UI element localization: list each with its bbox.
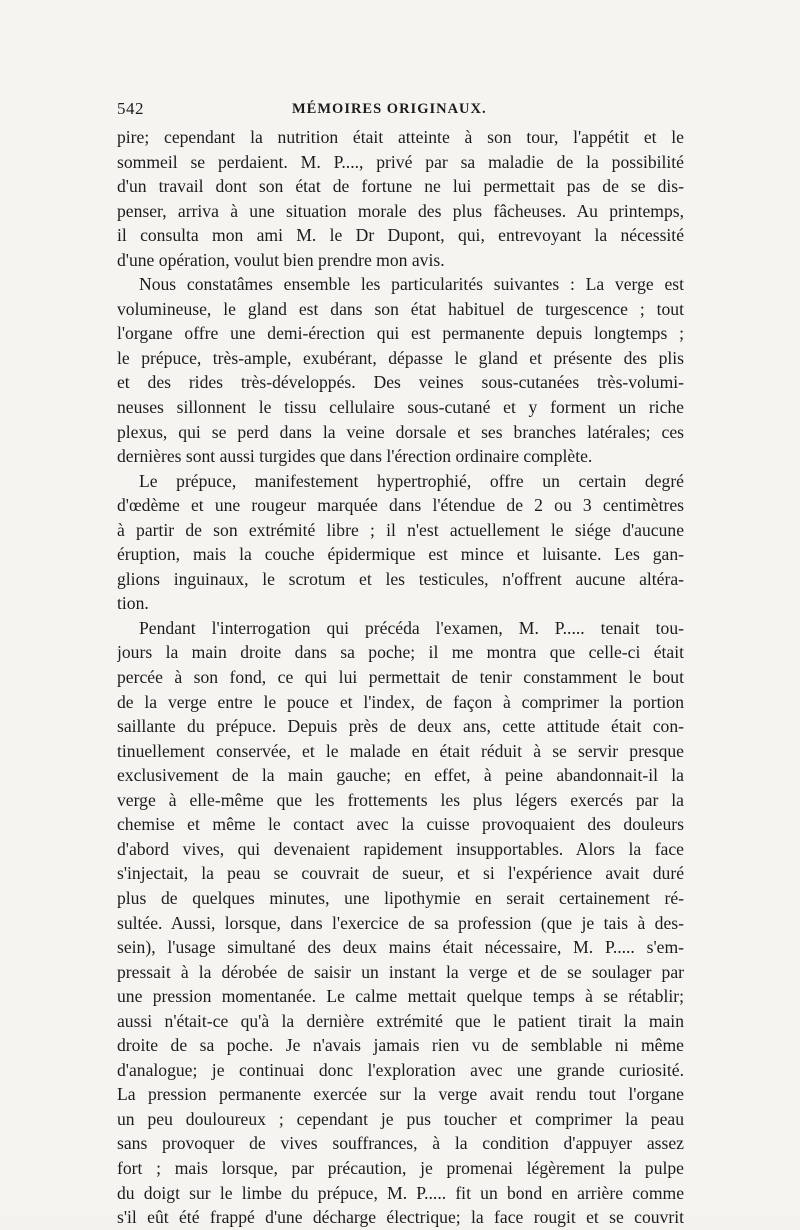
text-line: dernières sont aussi turgides que dans l'érection ordinaire complète. <box>117 446 593 467</box>
text-line: sans provoquer de vives souffrances, à la condition d'appuyer assez <box>117 1133 684 1154</box>
text-line: d'analogue; je continuai donc l'exploration avec une grande curiosité. <box>117 1059 684 1080</box>
page-number: 542 <box>117 99 144 118</box>
text-line: éruption, mais la couche épidermique est mince et luisante. Les gan- <box>117 544 684 565</box>
text-line: verge à elle-même que les frottements les plus légers exercés par la <box>117 789 684 810</box>
text-line: tion. <box>117 593 149 614</box>
text-line: sommeil se perdaient. M. P...., privé par sa maladie de la possibilité <box>117 151 684 172</box>
text-line: tinuellement conservée, et le malade en était réduit à se servir presque <box>117 740 684 761</box>
running-head <box>117 99 683 123</box>
text-line: fort ; mais lorsque, par précaution, je promenai légèrement la pulpe <box>117 1157 684 1178</box>
text-line: d'une opération, voulut bien prendre mon avis. <box>117 249 445 270</box>
text-line: s'injectait, la peau se couvrait de sueur, et si l'expérience avait duré <box>117 863 684 884</box>
text-line: d'abord vives, qui devenaient rapidement insupportables. Alors la face <box>117 838 684 859</box>
text-line: La pression permanente exercée sur la verge avait rendu tout l'organe <box>117 1084 684 1105</box>
text-line: aussi n'était-ce qu'à la dernière extrémité que le patient tirait la main <box>117 1010 684 1031</box>
text-line: il consulta mon ami M. le Dr Dupont, qui, entrevoyant la nécessité <box>117 225 684 246</box>
text-line: droite de sa poche. Je n'avais jamais rien vu de semblable ni même <box>117 1035 684 1056</box>
text-line: chemise et même le contact avec la cuisse provoquaient des douleurs <box>117 814 684 835</box>
text-line: s'il eût été frappé d'une décharge électrique; la face rougit et se couvrit <box>117 1207 684 1228</box>
text-line: pire; cependant la nutrition était atteinte à son tour, l'appétit et le <box>117 127 684 147</box>
text-line: penser, arriva à une situation morale des plus fâcheuses. Au printemps, <box>117 200 684 221</box>
text-line: du doigt sur le limbe du prépuce, M. P..... fit un bond en arrière comme <box>117 1182 684 1203</box>
body-text <box>117 125 684 1230</box>
text-line: le prépuce, très-ample, exubérant, dépasse le gland et présente des plis <box>117 347 684 368</box>
text-line: un peu douloureux ; cependant je pus toucher et comprimer la peau <box>117 1108 684 1129</box>
text-line: sein), l'usage simultané des deux mains était nécessaire, M. P..... s'em- <box>117 937 684 958</box>
text-line: percée à son fond, ce qui lui permettait de tenir constamment le bout <box>117 667 684 688</box>
text-line: de la verge entre le pouce et l'index, de façon à comprimer la portion <box>117 691 684 712</box>
text-line: d'œdème et une rougeur marquée dans l'étendue de 2 ou 3 centimètres <box>117 495 684 516</box>
text-line: Pendant l'interrogation qui précéda l'examen, M. P..... tenait tou- <box>139 617 684 638</box>
text-line: Le prépuce, manifestement hypertrophié, offre un certain degré <box>139 470 684 491</box>
text-line: neuses sillonnent le tissu cellulaire sous-cutané et y forment un riche <box>117 397 684 418</box>
text-line: glions inguinaux, le scrotum et les testicules, n'offrent aucune altéra- <box>117 568 684 589</box>
text-line: l'organe offre une demi-érection qui est permanente depuis longtemps ; <box>117 323 684 344</box>
text-line: saillante du prépuce. Depuis près de deux ans, cette attitude était con- <box>117 716 684 737</box>
text-line: volumineuse, le gland est dans son état habituel de turgescence ; tout <box>117 298 684 319</box>
text-line: une pression momentanée. Le calme mettait quelque temps à se rétablir; <box>117 986 684 1007</box>
text-line: jours la main droite dans sa poche; il me montra que celle-ci était <box>117 642 684 663</box>
text-line: d'un travail dont son état de fortune ne lui permettait pas de se dis- <box>117 176 684 197</box>
text-line: pressait à la dérobée de saisir un instant la verge et de se soulager par <box>117 961 684 982</box>
text-line: et des rides très-développés. Des veines sous-cutanées très-volumi- <box>117 372 684 393</box>
text-line: sultée. Aussi, lorsque, dans l'exercice de sa profession (que je tais à des- <box>117 912 684 933</box>
text-line: à partir de son extrémité libre ; il n'est actuellement le siége d'aucune <box>117 519 684 540</box>
text-line: plus de quelques minutes, une lipothymie en serait certainement ré- <box>117 887 684 908</box>
text-line: exclusivement de la main gauche; en effet, à peine abandonnait-il la <box>117 765 684 786</box>
running-head-title: MÉMOIRES ORIGINAUX. <box>292 101 487 117</box>
text-line: plexus, qui se perd dans la veine dorsale et ses branches latérales; ces <box>117 421 684 442</box>
text-line: Nous constatâmes ensemble les particularités suivantes : La verge est <box>139 274 684 295</box>
